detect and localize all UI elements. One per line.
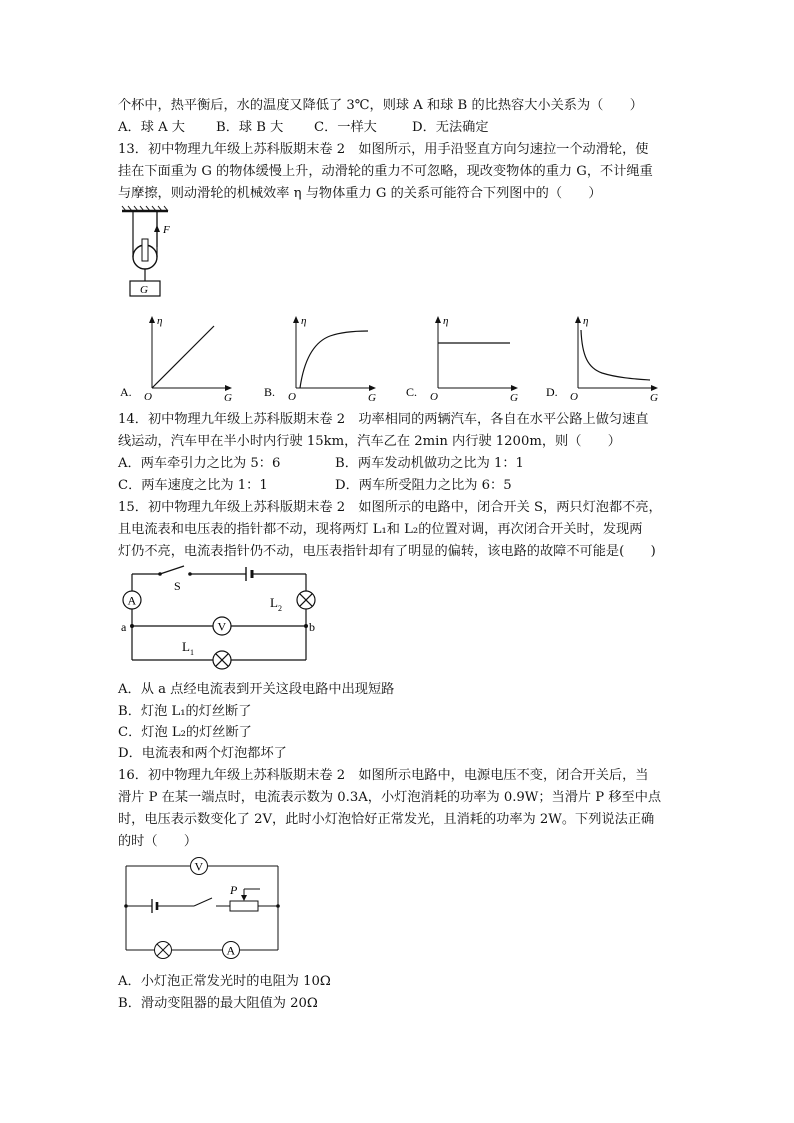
efficiency-curve bbox=[300, 331, 368, 388]
graph-option-label: D. bbox=[546, 385, 558, 399]
q12-option-d: D．无法确定 bbox=[412, 120, 489, 135]
graph-origin: O bbox=[288, 391, 296, 402]
q14-text-line: 线运动，汽车甲在半小时内行驶 15km，汽车乙在 2min 内行驶 1200m，则（ ） bbox=[118, 434, 621, 449]
lamp-l2-label: $L_2$ bbox=[270, 595, 282, 613]
ammeter-label: A bbox=[127, 593, 137, 608]
q15-text-line: 灯仍不亮，电流表指针仍不动，电压表指针却有了明显的偏转，该电路的故障不可能是( ) bbox=[118, 544, 656, 559]
q15-option-a: A．从 a 点经电流表到开关这段电路中出现短路 bbox=[118, 682, 395, 697]
graph-option-c bbox=[404, 310, 524, 402]
circuit-diagram-q16 bbox=[118, 852, 290, 964]
lamp-symbol bbox=[155, 942, 172, 959]
graph-origin: O bbox=[570, 391, 578, 402]
voltmeter-label: V bbox=[217, 619, 227, 634]
q14-option-b: B．两车发动机做功之比为 1：1 bbox=[335, 456, 524, 471]
voltmeter-label: V bbox=[194, 859, 204, 874]
graph-option-label: B. bbox=[264, 385, 276, 399]
efficiency-curve bbox=[581, 330, 650, 380]
q12-text-line: 个杯中，热平衡后，水的温度又降低了 3℃，则球 A 和球 B 的比热容大小关系为（ ） bbox=[118, 98, 643, 113]
graph-ylabel: η bbox=[583, 315, 589, 327]
q14-option-d: D．两车所受阻力之比为 6：5 bbox=[335, 478, 512, 493]
graph-option-d bbox=[544, 310, 664, 402]
q16-option-b: B．滑动变阻器的最大阻值为 20Ω bbox=[118, 996, 318, 1011]
q16-text-line: 时，电压表示数变化了 2V，此时小灯泡恰好正常发光，且消耗的功率为 2W。下列说法正确 bbox=[118, 812, 655, 827]
graph-option-label: A. bbox=[120, 385, 132, 399]
q15-text-line: 且电流表和电压表的指针都不动，现将两灯 L₁和 L₂的位置对调，再次闭合开关时，发现两 bbox=[118, 522, 643, 537]
efficiency-curve bbox=[152, 326, 214, 388]
ammeter-label: A bbox=[226, 943, 236, 958]
graph-xlabel: G bbox=[368, 392, 376, 402]
graph-xlabel: G bbox=[510, 392, 518, 402]
q14-option-c: C．两车速度之比为 1：1 bbox=[118, 478, 268, 493]
node-a-label: a bbox=[121, 620, 127, 634]
q16-option-a: A．小灯泡正常发光时的电阻为 10Ω bbox=[118, 974, 331, 989]
q15-option-b: B．灯泡 L₁的灯丝断了 bbox=[118, 704, 252, 719]
q12-option-c: C．一样大 bbox=[314, 120, 377, 135]
circuit-diagram-q15 bbox=[118, 558, 328, 676]
pulley-force-label: F bbox=[163, 224, 170, 236]
lamp-l1-label: $L_1$ bbox=[182, 639, 194, 657]
graph-option-a bbox=[118, 310, 238, 402]
q12-option-a: A．球 A 大 bbox=[118, 120, 185, 135]
q13-text-line: 与摩擦，则动滑轮的机械效率 η 与物体重力 G 的关系可能符合下列图中的（ ） bbox=[118, 186, 602, 201]
q15-option-c: C．灯泡 L₂的灯丝断了 bbox=[118, 725, 252, 740]
weight-block-label: G bbox=[140, 284, 148, 296]
graph-xlabel: G bbox=[650, 392, 658, 402]
lamp-l2-symbol bbox=[297, 591, 315, 609]
q13-text-line: 挂在下面重为 G 的物体缓慢上升，动滑轮的重力不可忽略，现改变物体的重力 G，不计绳重 bbox=[118, 164, 653, 179]
graph-option-b bbox=[262, 310, 382, 402]
q15-option-d: D．电流表和两个灯泡都坏了 bbox=[118, 746, 287, 761]
q14-option-a: A．两车牵引力之比为 5：6 bbox=[118, 456, 281, 471]
pulley-diagram bbox=[118, 205, 188, 301]
graph-xlabel: G bbox=[224, 392, 232, 402]
q14-text-line: 14．初中物理九年级上苏科版期末卷 2 功率相同的两辆汽车，各自在水平公路上做匀速直 bbox=[118, 412, 649, 427]
graph-option-label: C. bbox=[406, 385, 418, 399]
slider-p-label: P bbox=[230, 883, 238, 897]
graph-origin: O bbox=[144, 391, 152, 402]
q13-text-line: 13．初中物理九年级上苏科版期末卷 2 如图所示，用手沿竖直方向匀速拉一个动滑轮，使 bbox=[118, 142, 649, 157]
node-b-label: b bbox=[309, 620, 315, 634]
switch-label: S bbox=[174, 579, 181, 593]
graph-ylabel: η bbox=[443, 315, 449, 327]
q16-text-line: 滑片 P 在某一端点时，电流表示数为 0.3A，小灯泡消耗的功率为 0.9W；当滑片 P 移至中点 bbox=[118, 790, 662, 805]
q16-text-line: 的时（ ） bbox=[118, 834, 198, 849]
graph-origin: O bbox=[430, 391, 438, 402]
graph-ylabel: η bbox=[157, 315, 163, 327]
lamp-l1-symbol bbox=[213, 651, 231, 669]
q15-text-line: 15．初中物理九年级上苏科版期末卷 2 如图所示的电路中，闭合开关 S，两只灯泡都不亮， bbox=[118, 500, 662, 515]
q12-option-b: B．球 B 大 bbox=[216, 120, 284, 135]
q16-text-line: 16．初中物理九年级上苏科版期末卷 2 如图所示电路中，电源电压不变，闭合开关后，当 bbox=[118, 768, 649, 783]
graph-ylabel: η bbox=[301, 315, 307, 327]
